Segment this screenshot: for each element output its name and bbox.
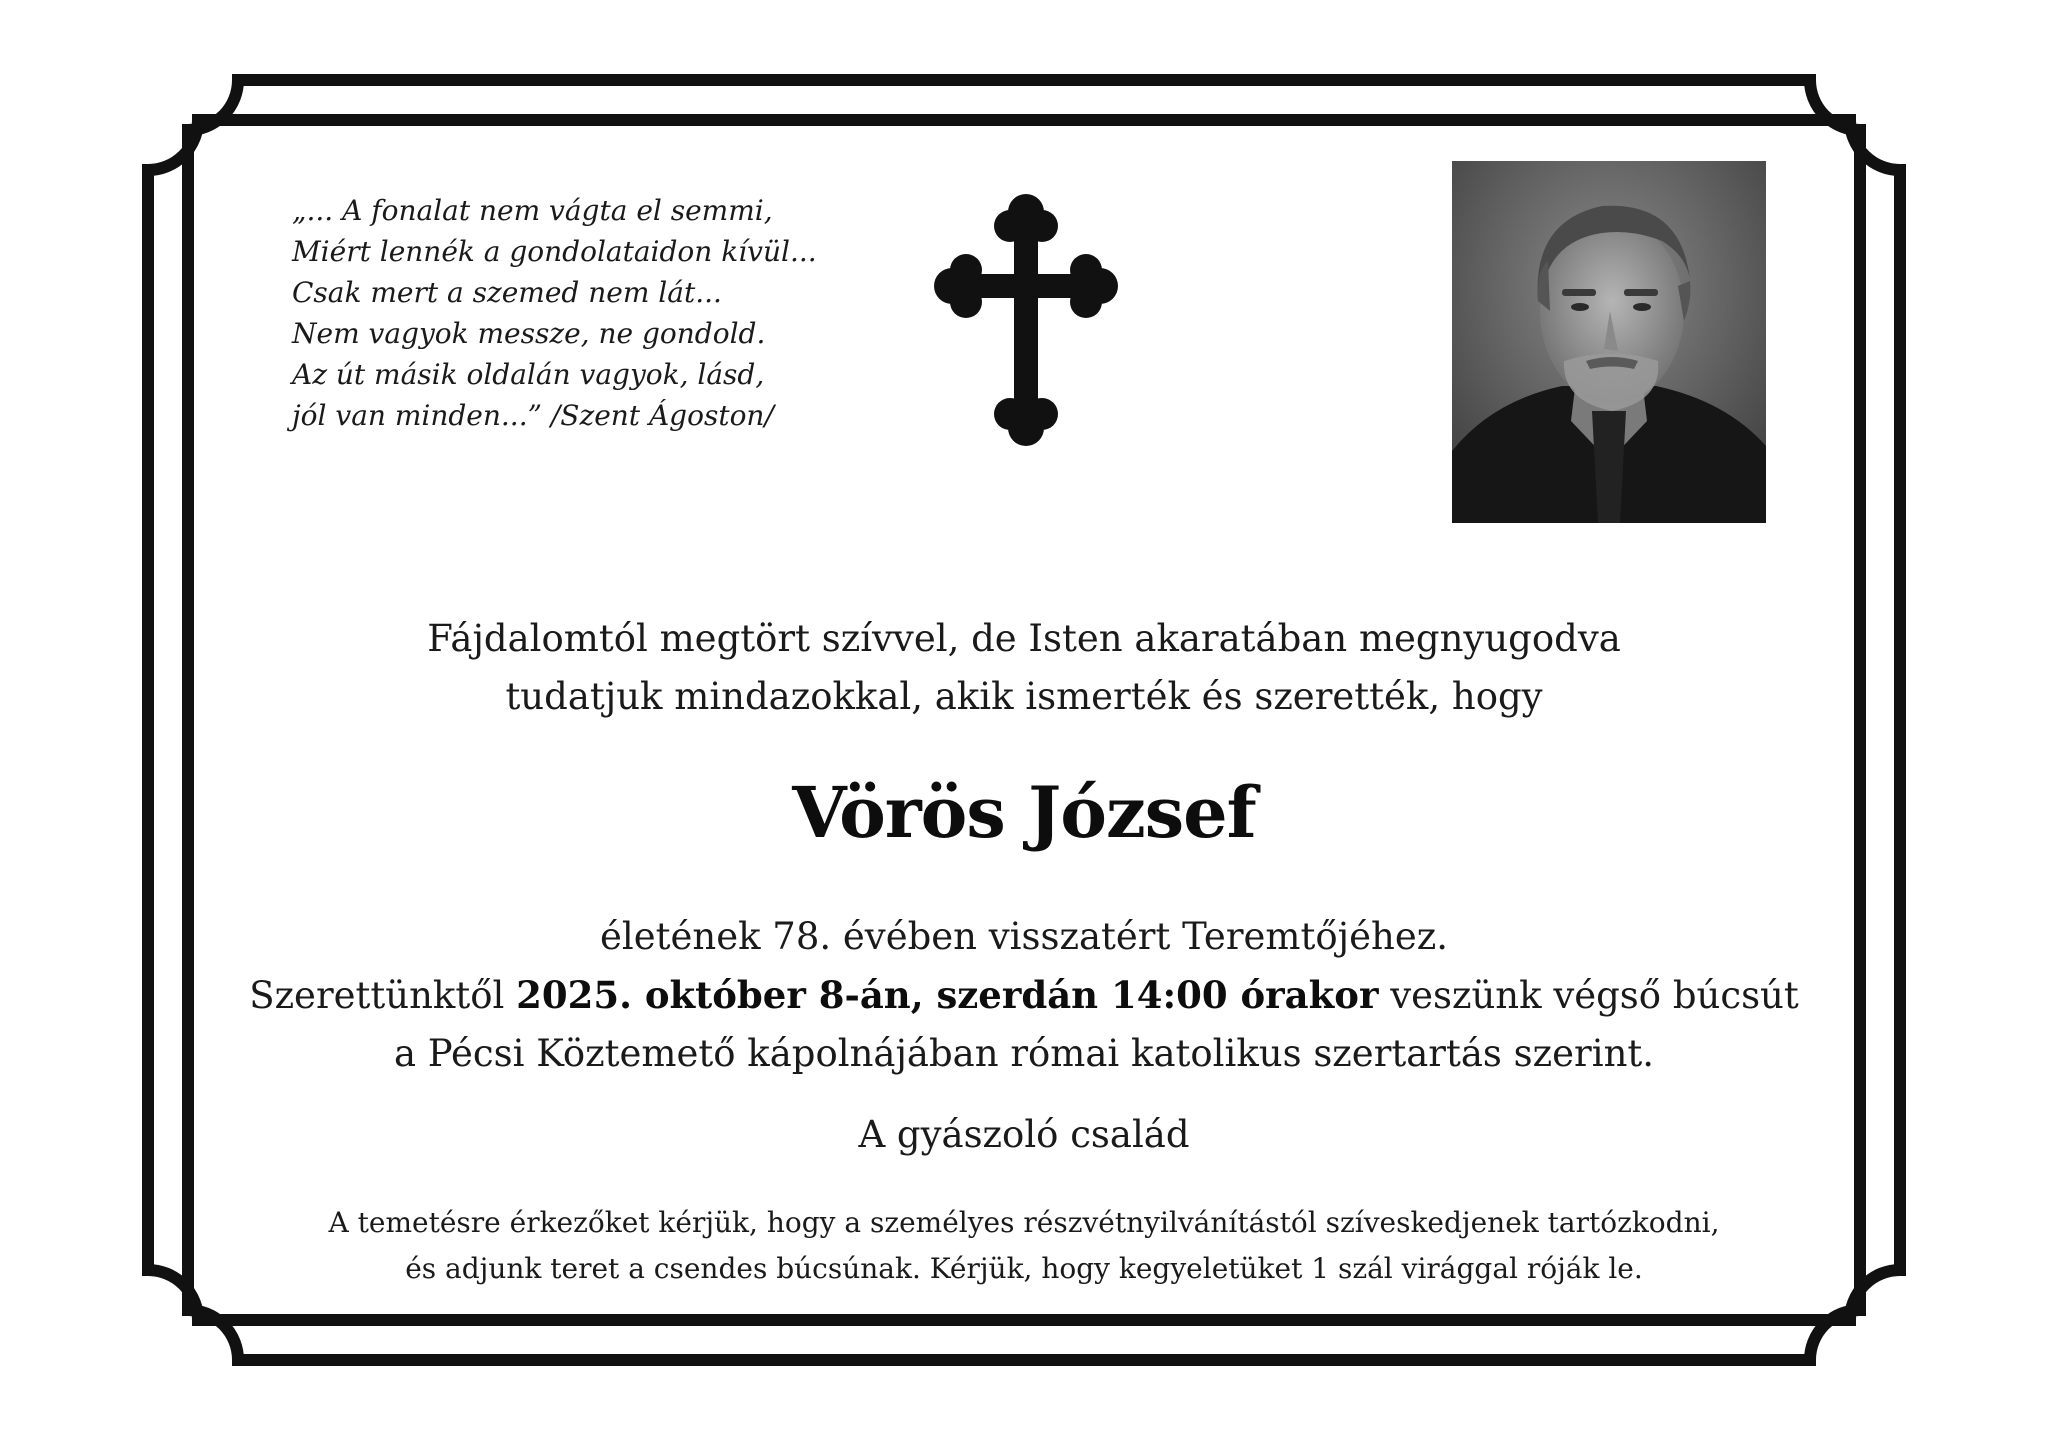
family-signature: A gyászoló család (858, 1113, 1190, 1156)
quote-line: „... A fonalat nem vágta el semmi, (292, 194, 773, 227)
details-line: a Pécsi Köztemető kápolnájában római katolikus szertartás szerint. (393, 1032, 1655, 1075)
quote-line: Miért lennék a gondolataidon kívül... (292, 235, 817, 268)
details-text: veszünk végső búcsút (1378, 974, 1799, 1017)
quote-block (292, 190, 912, 436)
note-line: A temetésre érkezőket kérjük, hogy a személyes részvétnyilvánítástól szíveskedjenek tartózkodni, (328, 1206, 1720, 1239)
portrait-photo (1452, 161, 1766, 523)
quote-line: Csak mert a szemed nem lát... (292, 276, 722, 309)
note-line: és adjunk teret a csendes búcsúnak. Kérjük, hogy kegyeletüket 1 szál virággal róják le. (405, 1252, 1643, 1285)
intro-line: tudatjuk mindazokkal, akik ismerték és szerették, hogy (505, 675, 1543, 718)
quote-line: Az út másik oldalán vagyok, lásd, (292, 358, 765, 391)
budded-cross-icon (930, 190, 1122, 446)
funeral-details (200, 908, 1848, 1083)
intro-line: Fájdalomtól megtört szívvel, de Isten akaratában megnyugodva (427, 617, 1621, 660)
details-text: Szerettünktől (249, 974, 517, 1017)
details-line (200, 966, 1848, 1025)
quote-line: jól van minden...” /Szent Ágoston/ (292, 399, 774, 432)
funeral-note (200, 1200, 1848, 1292)
details-line: életének 78. évében visszatért Teremtőjéhez. (600, 915, 1448, 958)
quote-line: Nem vagyok messze, ne gondold. (292, 317, 766, 350)
deceased-name: Vörös József (792, 771, 1256, 854)
funeral-date-time: 2025. október 8-án, szerdán 14:00 órakor (516, 973, 1379, 1017)
intro-text (200, 610, 1848, 726)
